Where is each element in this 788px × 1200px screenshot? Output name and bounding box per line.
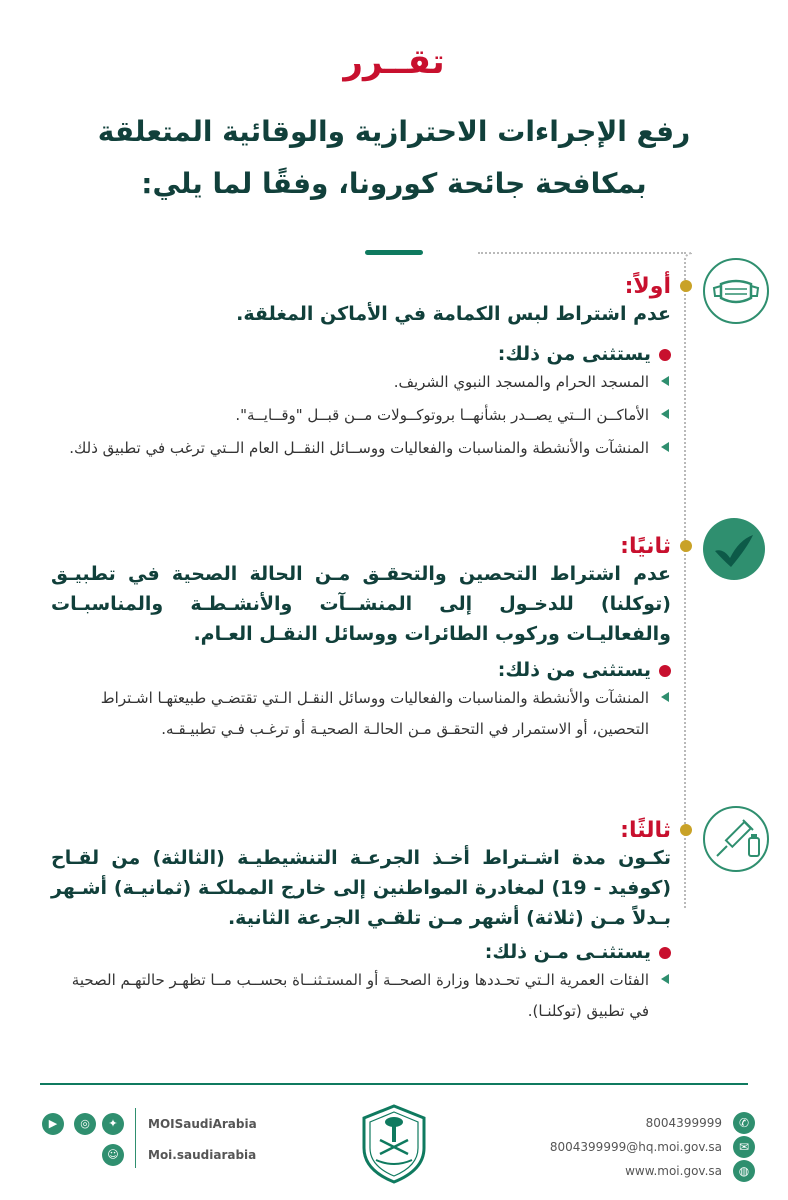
title-underline <box>365 250 423 255</box>
section-heading: ثالثًا: <box>620 818 671 843</box>
triangle-bullet-icon <box>661 376 669 386</box>
timeline <box>684 252 692 909</box>
page-title: تقــرر <box>343 42 445 82</box>
website-link[interactable]: www.moi.gov.sa <box>625 1164 722 1178</box>
red-dot-icon <box>659 665 671 677</box>
exceptions-heading <box>51 343 671 365</box>
exceptions-heading <box>51 941 671 963</box>
exceptions-heading-text: يستثنـى مـن ذلك: <box>484 941 651 963</box>
twitter-icon[interactable]: ✦ <box>102 1113 124 1135</box>
timeline-top <box>478 252 686 254</box>
subtitle-line-1: رفع الإجراءات الاحترازية والوقائية المتعلقة <box>97 115 691 148</box>
youtube-icon[interactable]: ▶ <box>42 1113 64 1135</box>
vaccine-syringe-icon <box>703 806 769 872</box>
list-item: المنشآت والأنشطة والمناسبات والفعاليات ووســائل النقــل العام الــتي ترغب في تطبيق ذلك. <box>51 433 671 464</box>
section-first <box>51 274 671 464</box>
globe-icon: ◍ <box>733 1160 755 1182</box>
section-third <box>51 818 671 1027</box>
social-separator <box>135 1108 136 1168</box>
list-item: الفئات العمرية الـتي تحـددها وزارة الصحــة أو المستـثنــاة بحســب مــا تظهـر حالتهـم الصحية في تطبيق (توكلنـا). <box>51 965 671 1027</box>
triangle-bullet-icon <box>661 974 669 984</box>
email-icon: ✉ <box>733 1136 755 1158</box>
red-dot-icon <box>659 947 671 959</box>
section-second <box>51 534 671 745</box>
snapchat-icon[interactable]: ☺ <box>102 1144 124 1166</box>
exceptions-heading-text: يستثنى من ذلك: <box>497 659 651 681</box>
exceptions-heading-text: يستثنى من ذلك: <box>497 343 651 365</box>
social-handle[interactable]: MOISaudiArabia <box>148 1117 257 1131</box>
phone-number[interactable]: 8004399999 <box>645 1116 722 1130</box>
snapchat-handle[interactable]: Moi.saudiarabia <box>148 1148 257 1162</box>
subtitle-line-2: بمكافحة جائحة كورونا، وفقًا لما يلي: <box>141 167 647 200</box>
phone-icon: ✆ <box>733 1112 755 1134</box>
timeline-dot-1 <box>680 280 692 292</box>
timeline-dot-3 <box>680 824 692 836</box>
red-dot-icon <box>659 349 671 361</box>
section-heading: ثانيًا: <box>620 534 671 559</box>
mask-icon <box>703 258 769 324</box>
ministry-emblem-logo <box>358 1104 430 1184</box>
triangle-bullet-icon <box>661 692 669 702</box>
section-body: عدم اشتراط لبس الكمامة في الأماكن المغلقة. <box>236 303 671 325</box>
instagram-icon[interactable]: ◎ <box>74 1113 96 1135</box>
section-body: تكـون مدة اشـتراط أخـذ الجرعـة التنشيطيـة (الثالثة) من لقـاح (كوفيد - 19) لمغادرة المواطنين إلى خارج المملكـة (ثمانيـة) أشـهر بـدلاً مـن (ثلاثة) أشهر مـن تلقـي الجرعة الثانية. <box>51 847 671 929</box>
section-heading: أولاً: <box>624 274 671 299</box>
triangle-bullet-icon <box>661 442 669 452</box>
list-item: المنشآت والأنشطة والمناسبات والفعاليات ووسائل النقـل الـتي تقتضـي طبيعتهـا اشـتراط التحصين، أو الاستمرار في التحقـق مـن الحالـة الصحيـة أو ترغـب فـي تطبيـقـه. <box>51 683 671 745</box>
email-address[interactable]: 8004399999@hq.moi.gov.sa <box>549 1140 722 1154</box>
list-item: الأماكــن الــتي يصــدر بشأنهــا بروتوكــولات مــن قبــل "وقــايــة". <box>51 400 671 431</box>
page-subtitle <box>40 106 748 210</box>
section-body: عدم اشتراط التحصين والتحقـق مـن الحالة الصحية في تطبيـق (توكلنا) للدخـول إلى المنشــآت والأنشـطـة والمناسبـات والفعاليـات وركوب الطائرات ووسائل النقـل العـام. <box>51 563 671 645</box>
timeline-dot-2 <box>680 540 692 552</box>
exceptions-heading <box>51 659 671 681</box>
triangle-bullet-icon <box>661 409 669 419</box>
list-item: المسجد الحرام والمسجد النبوي الشريف. <box>51 367 671 398</box>
footer-divider <box>40 1083 748 1085</box>
checkmark-icon <box>703 518 765 580</box>
